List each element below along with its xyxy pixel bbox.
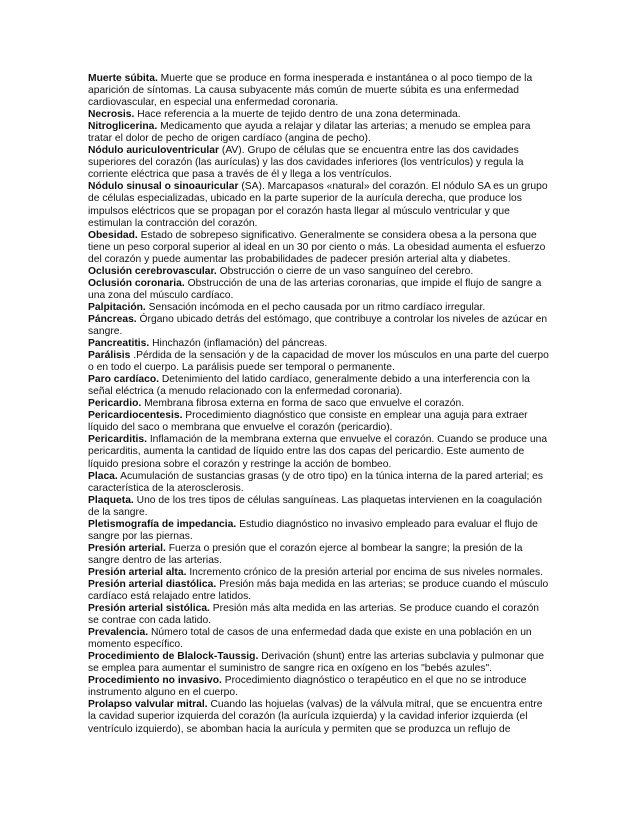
glossary-entry (88, 266, 550, 278)
glossary-term: Paro cardíaco. (88, 374, 159, 386)
glossary-term: Presión arterial diastólica. (88, 578, 217, 590)
glossary-entry (88, 302, 550, 314)
glossary-definition: Presión más alta medida en las arterias. Se produce cuando el corazón se contrae con cada latido. (88, 603, 540, 627)
glossary-definition: Número total de casos de una enfermedad dada que existe en una población en un momento específico. (88, 627, 532, 651)
glossary-term: Procedimiento no invasivo. (88, 675, 222, 687)
glossary-entry (88, 627, 550, 651)
glossary-definition: Muerte que se produce en forma inesperada e instantánea o al poco tiempo de la aparición de síntomas. La causa subyacente más común de muerte súbita es una enfermedad cardiovascular, en especial una enfermedad coronaria. (88, 73, 533, 109)
glossary-entry (88, 410, 550, 434)
glossary-definition: Órgano ubicado detrás del estómago, que contribuye a controlar los niveles de azúcar en sangre. (88, 313, 548, 337)
glossary-entry (88, 699, 550, 735)
glossary-term: Pancreatitis. (88, 338, 150, 350)
glossary-entry (88, 109, 550, 121)
glossary-definition: Procedimiento diagnóstico que consiste en emplear una aguja para extraer líquido del saco o membrana que envuelve el corazón (pericardio). (88, 410, 528, 434)
glossary-entry (88, 230, 550, 266)
glossary-term: Plaqueta. (88, 494, 134, 506)
glossary-definition: Uno de los tres tipos de células sanguíneas. Las plaquetas intervienen en la coagulación de la sangre. (88, 494, 542, 518)
glossary-definition: Inflamación de la membrana externa que envuelve el corazón. Cuando se produce una pericarditis, aumenta la cantidad de líquido entre las dos capas del pericardio. Este aumento de líquido presiona sobre el corazón y restringe la acción de bombeo. (88, 434, 548, 470)
glossary-term: Pericardiocentesis. (88, 410, 183, 422)
glossary-definition: Hinchazón (inflamación) del páncreas. (149, 338, 328, 350)
glossary-term: Placa. (88, 470, 118, 482)
glossary-term: Oclusión coronaria. (88, 277, 185, 289)
glossary-term: Muerte súbita. (88, 73, 158, 84)
glossary-entry (88, 278, 550, 302)
glossary-entry (88, 603, 550, 627)
glossary-entry (88, 567, 550, 579)
glossary-term: Procedimiento de Blalock-Taussig. (88, 651, 259, 663)
glossary-term: Obesidad. (88, 229, 138, 241)
glossary-definition: Sensación incómoda en el pecho causada por un ritmo cardíaco irregular. (145, 301, 486, 313)
glossary-entry (88, 374, 550, 398)
glossary-definition: Obstrucción de una de las arterias coronarias, que impide el flujo de sangre a una zona del músculo cardíaco. (88, 277, 542, 301)
glossary-term: Nódulo auriculoventricular (88, 145, 220, 157)
glossary-term: Necrosis. (88, 109, 135, 121)
glossary-definition: Derivación (shunt) entre las arterias subclavia y pulmonar que se emplea para aumentar el suministro de sangre rica en oxígeno en los "bebés azules". (88, 651, 544, 675)
glossary-definition: Estado de sobrepeso significativo. Generalmente se considera obesa a la persona que tiene un peso corporal superior al ideal en un 30 por ciento o más. La obesidad aumenta el esfuerzo del corazón y puede aumentar las probabilidades de padecer presión arterial alta y diabetes. (88, 229, 546, 265)
glossary-term: Palpitación. (88, 301, 146, 313)
glossary-term: Presión arterial. (88, 542, 166, 554)
glossary-term: Nitroglicerina. (88, 121, 158, 133)
glossary-entry (88, 350, 550, 374)
glossary-definition: Obstrucción o cierre de un vaso sanguíneo del cerebro. (216, 265, 474, 277)
glossary-definition: (AV). Grupo de células que se encuentra entre las dos cavidades superiores del corazón (las aurículas) y las dos cavidades inferiores (los ventrículos) y regula la corriente eléctrica que pasa a través de él y llega a los ventrículos. (88, 145, 524, 181)
glossary-entry (88, 145, 550, 181)
glossary-entry (88, 519, 550, 543)
glossary-entry (88, 434, 550, 470)
glossary-definition: Hace referencia a la muerte de tejido dentro de una zona determinada. (134, 109, 461, 121)
glossary-definition: Cuando las hojuelas (valvas) de la válvula mitral, que se encuentra entre la cavidad superior izquierda del corazón (la aurícula izquierda) y la cavidad inferior izquierda (el ventrículo izquierdo), se abomban hacia la aurícula y permiten que se produzca un reflujo de (88, 699, 543, 735)
glossary-definition: .Pérdida de la sensación y de la capacidad de mover los músculos en una parte del cuerpo o en todo el cuerpo. La parálisis puede ser temporal o permanente. (88, 350, 549, 374)
glossary-term: Oclusión cerebrovascular. (88, 265, 217, 277)
glossary-entry (88, 121, 550, 145)
glossary-entry (88, 495, 550, 519)
glossary-term: Presión arterial sistólica. (88, 603, 210, 615)
glossary-entry (88, 579, 550, 603)
glossary-definition: (SA). Marcapasos «natural» del corazón. El nódulo SA es un grupo de células especializadas, ubicado en la parte superior de la aurícula derecha, que produce los impulsos eléctricos que se propagan por el corazón hasta llegar al músculo ventricular y que estimulan la contracción del corazón. (88, 181, 548, 229)
glossary-definition: Detenimiento del latido cardíaco, generalmente debido a una interferencia con la señal eléctrica (a menudo relacionado con la enfermedad coronaria). (88, 374, 530, 398)
glossary-entry (88, 314, 550, 338)
glossary-definition: Fuerza o presión que el corazón ejerce al bombear la sangre; la presión de la sangre dentro de las arterias. (88, 542, 523, 566)
glossary-term: Páncreas. (88, 313, 137, 325)
glossary-term: Pericarditis. (88, 434, 147, 446)
glossary-term: Nódulo sinusal o sinoauricular (88, 181, 239, 193)
glossary-definition: Membrana fibrosa externa en forma de saco que envuelve el corazón. (141, 398, 465, 410)
glossary-term: Parálisis (88, 350, 131, 362)
glossary-term: Pericardio. (88, 398, 142, 410)
glossary-definition: Acumulación de sustancias grasas (y de otro tipo) en la túnica interna de la pared arterial; es característica de la aterosclerosis. (88, 470, 544, 494)
glossary-definition: Medicamento que ayuda a relajar y dilatar las arterias; a menudo se emplea para tratar el dolor de pecho de origen cardíaco (angina de pecho). (88, 121, 531, 145)
glossary-entry (88, 675, 550, 699)
glossary-definition: Estudio diagnóstico no invasivo empleado para evaluar el flujo de sangre por las piernas. (88, 518, 538, 542)
glossary-term: Presión arterial alta. (88, 566, 187, 578)
glossary-definition: Incremento crónico de la presión arterial por encima de sus niveles normales. (186, 566, 544, 578)
glossary-term: Prolapso valvular mitral. (88, 699, 208, 711)
glossary-entry (88, 651, 550, 675)
glossary-page (88, 73, 550, 736)
glossary-entry (88, 471, 550, 495)
glossary-entry (88, 338, 550, 350)
glossary-term: Pletismografía de impedancia. (88, 518, 237, 530)
glossary-definition: Presión más baja medida en las arterias; se produce cuando el músculo cardíaco está relajado entre latidos. (88, 578, 549, 603)
glossary-entry (88, 543, 550, 567)
glossary-entry (88, 73, 550, 109)
glossary-entry (88, 181, 550, 229)
glossary-entry (88, 398, 550, 410)
glossary-term: Prevalencia. (88, 627, 149, 639)
glossary-definition: Procedimiento diagnóstico o terapéutico en el que no se introduce instrumento alguno en el cuerpo. (88, 675, 527, 699)
